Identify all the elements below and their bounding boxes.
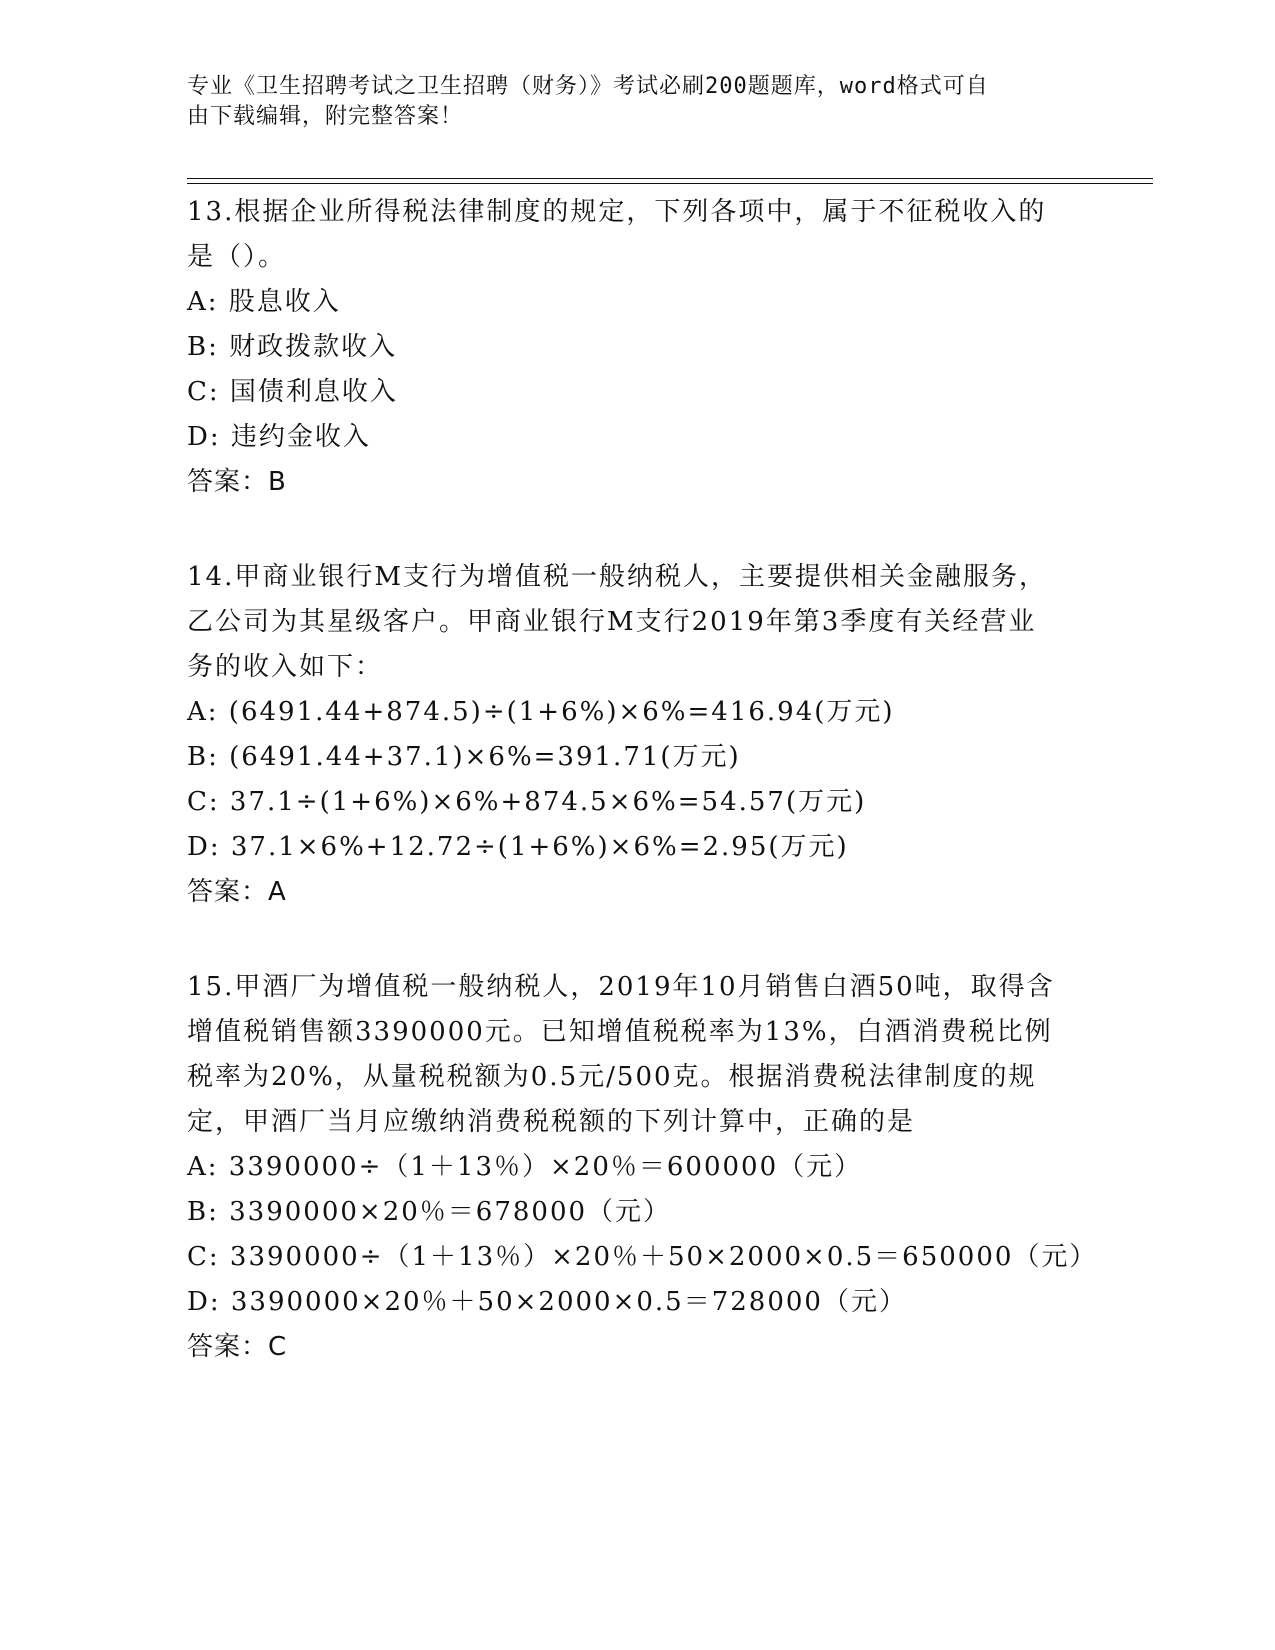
- question-stem-line: 乙公司为其星级客户。甲商业银行M支行2019年第3季度有关经营业: [187, 607, 1037, 637]
- option-a: A: 股息收入: [187, 287, 341, 317]
- question-stem-line: 定，甲酒厂当月应缴纳消费税税额的下列计算中，正确的是: [187, 1107, 916, 1137]
- document-header: [187, 72, 1087, 132]
- option-c: C: 国债利息收入: [187, 377, 398, 407]
- header-divider-top: [187, 178, 1153, 179]
- header-line-1: 专业《卫生招聘考试之卫生招聘（财务）》考试必刷200题题库，word格式可自: [187, 74, 989, 99]
- option-d: D: 3390000×20％＋50×2000×0.5＝728000（元）: [187, 1287, 907, 1317]
- question-stem-line: 15.甲酒厂为增值税一般纳税人，2019年10月销售白酒50吨，取得含: [187, 972, 1055, 1002]
- option-b: B: 财政拨款收入: [187, 332, 398, 362]
- option-c: C: 3390000÷（1＋13％）×20％＋50×2000×0.5＝650000（元）: [187, 1242, 1098, 1272]
- option-a: A: 3390000÷（1＋13％）×20％＝600000（元）: [187, 1152, 863, 1182]
- question-14: [187, 555, 1087, 915]
- option-a: A: (6491.44+874.5)÷(1+6%)×6%=416.94(万元): [187, 697, 895, 727]
- question-stem-line: 务的收入如下：: [187, 652, 384, 682]
- header-divider-bottom: [187, 183, 1153, 184]
- question-stem-line: 增值税销售额3390000元。已知增值税税率为13%，白酒消费税比例: [187, 1017, 1053, 1047]
- option-d: D: 37.1×6%+12.72÷(1+6%)×6%=2.95(万元): [187, 832, 849, 862]
- question-15: [187, 965, 1098, 1370]
- header-line-2: 由下载编辑，附完整答案！: [187, 104, 464, 129]
- option-c: C: 37.1÷(1+6%)×6%+874.5×6%=54.57(万元): [187, 787, 867, 817]
- question-stem-line: 14.甲商业银行M支行为增值税一般纳税人，主要提供相关金融服务，: [187, 562, 1047, 592]
- question-stem-line: 税率为20%，从量税税额为0.5元/500克。根据消费税法律制度的规: [187, 1062, 1037, 1092]
- question-stem-line: 是（）。: [187, 242, 287, 272]
- question-stem-line: 13.根据企业所得税法律制度的规定，下列各项中，属于不征税收入的: [187, 197, 1047, 227]
- answer-line: 答案：C: [187, 1332, 288, 1362]
- option-d: D: 违约金收入: [187, 422, 371, 452]
- option-b: B: (6491.44+37.1)×6%=391.71(万元): [187, 742, 741, 772]
- answer-line: 答案：B: [187, 467, 287, 497]
- option-b: B: 3390000×20％＝678000（元）: [187, 1197, 672, 1227]
- answer-line: 答案：A: [187, 877, 287, 907]
- question-13: [187, 190, 1087, 505]
